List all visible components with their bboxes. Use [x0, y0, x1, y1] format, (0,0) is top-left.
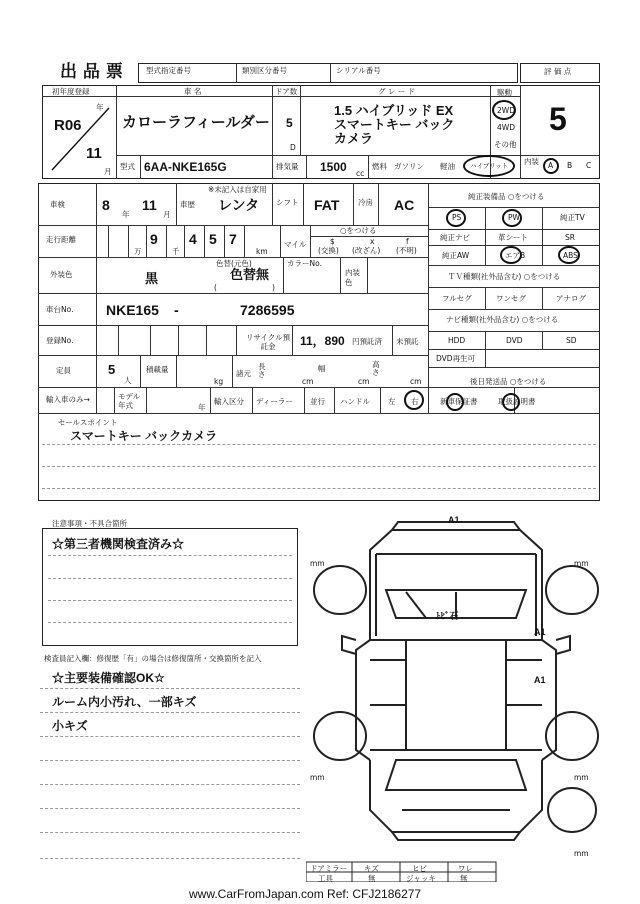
header-code-row — [138, 63, 518, 83]
history-label: 車歴 — [180, 200, 195, 209]
model-code-label: 型式指定番号 — [146, 66, 191, 75]
watermark-text: www.CarFromJapan.com Ref: CFJ2186277 — [186, 888, 424, 900]
equip-aircon-circle — [500, 246, 522, 264]
mileage-swap-symbol: $ — [330, 237, 335, 246]
equip-abs-circle — [558, 246, 580, 264]
drive-2wd-circle — [492, 100, 516, 120]
mileage-swap: (交換) — [318, 246, 339, 255]
interior-color-label: 内装色 — [345, 268, 360, 287]
model-year-label: モデル年式 — [118, 392, 141, 410]
inspection-month: 11 — [142, 197, 157, 213]
month-unit: 月 — [104, 167, 112, 176]
color-code-label: カラーNo. — [287, 259, 322, 268]
score-value: 5 — [549, 101, 567, 137]
recycle-unit: 円預託済 — [352, 337, 382, 346]
later-warranty-circle — [446, 393, 464, 411]
sales-point-label: セールスポイント — [58, 418, 118, 427]
inspector-line2: ルーム内小汚れ、一部キズ — [52, 695, 197, 709]
car-damage-diagram — [306, 510, 606, 882]
legend-crack: ヒビ — [412, 864, 427, 873]
recycle-unpaid: 未預託 — [396, 337, 419, 346]
dims-length-unit: cm — [302, 377, 314, 386]
chassis-prefix: NKE165 — [106, 302, 159, 318]
mileage-digit-1: 9 — [150, 231, 158, 247]
interior-a: A — [548, 161, 554, 170]
serial-label: シリアル番号 — [336, 66, 381, 75]
grade-line1: 1.5 ハイブリッド EX — [334, 103, 454, 118]
equip-aircon: エアB — [505, 251, 526, 260]
inspector-line3: 小キズ — [52, 719, 88, 733]
load-unit: kg — [214, 377, 224, 386]
mileage-unknown: (不明) — [396, 246, 417, 255]
mileage-mile: マイル — [284, 240, 307, 249]
dims-length: 長さ — [258, 362, 266, 380]
equip-aw: 純正AW — [442, 251, 470, 260]
fuel-hybrid: ハイブリット — [470, 162, 509, 170]
capacity-unit: 人 — [124, 376, 132, 385]
navi-sd: SD — [566, 336, 577, 345]
color-paren-close: ) — [272, 283, 275, 292]
dims-width: 幅 — [318, 364, 326, 373]
color-change-label: 色替(元色) — [216, 259, 252, 268]
mileage-man: 万 — [134, 247, 142, 256]
tv-oneseg: ワンセグ — [496, 294, 526, 303]
color-value: 黒 — [145, 271, 159, 286]
tv-analog: アナログ — [556, 294, 586, 303]
notes-label: 注意事項・不具合箇所 — [52, 519, 127, 528]
drive-other: その他 — [494, 140, 517, 149]
chassis-label: 車台No. — [46, 305, 74, 314]
equip-leather: 革シート — [498, 233, 528, 242]
car-name-value: カローラフィールダー — [122, 114, 270, 131]
diagram-mm-5: mm — [574, 849, 589, 858]
model-year-unit: 年 — [198, 403, 206, 412]
mileage-km: km — [256, 247, 268, 256]
drive-2wd: 2WD — [497, 106, 515, 115]
load-label: 積載量 — [146, 365, 169, 374]
import-dealer: ディーラー — [256, 397, 293, 406]
cooler-value: AC — [394, 197, 415, 213]
recycle-label: リサイクル預託金 — [246, 333, 290, 351]
inspector-line1: ☆主要装備確認OK☆ — [52, 671, 165, 685]
diagram-mm-4: mm — [574, 773, 589, 782]
equip-navi: 純正ナビ — [440, 233, 470, 242]
navi-dvd-play: DVD再生可 — [436, 354, 476, 363]
handle-right-circle — [404, 390, 424, 410]
first-reg-month: 11 — [86, 145, 102, 162]
diagram-a1-right2: A1 — [534, 675, 546, 685]
doors-unit: D — [290, 143, 296, 152]
diagram-hood-note: ﾄﾋﾞ石 — [436, 611, 459, 621]
diagram-mm-1: mm — [310, 559, 325, 568]
navi-dvd: DVD — [506, 336, 523, 345]
later-title: 後日発送品 ○をつける — [470, 377, 547, 386]
mileage-digit-4: 7 — [229, 231, 237, 247]
equip-pw: PW — [508, 213, 520, 222]
history-note: ※未記入は自家用 — [208, 185, 267, 194]
fuel-hybrid-circle — [463, 155, 515, 177]
inspection-label: 車検 — [50, 200, 65, 209]
tv-type-title: ＴＶ種類(社外品含む) ○をつける — [448, 272, 561, 281]
handle-right: 右 — [411, 397, 419, 406]
fuel-diesel: 軽油 — [440, 162, 455, 171]
navi-type-title: ナビ種類(社外品含む) ○をつける — [446, 315, 559, 324]
model-label: 型式 — [120, 162, 135, 171]
equip-tv: 純正TV — [560, 213, 585, 222]
diagram-mm-2: mm — [574, 559, 589, 568]
mileage-unknown-symbol: f — [406, 237, 409, 246]
tv-fullseg: フルセグ — [442, 294, 472, 303]
grade-line3: カメラ — [334, 131, 374, 146]
legend-jack: ジャッキ — [406, 874, 436, 883]
year-unit: 年 — [96, 103, 104, 112]
dims-width-unit: cm — [358, 377, 370, 386]
later-manual-circle — [502, 393, 520, 411]
registration-label: 登録No. — [46, 336, 74, 345]
mileage-sen: 千 — [172, 247, 180, 256]
cooler-label: 冷房 — [358, 198, 373, 207]
page-title: 出 品 票 — [60, 62, 123, 82]
car-name-label: 車 名 — [184, 87, 202, 96]
chassis-number: 7286595 — [240, 302, 295, 318]
capacity-value: 5 — [108, 362, 116, 377]
diagram-a1-top: A1 — [448, 515, 460, 525]
color-paren-open: ( — [214, 283, 217, 292]
recycle-amount: 11，890 — [300, 334, 345, 348]
fuel-label: 燃料 — [372, 162, 387, 171]
history-value: レンタ — [218, 197, 260, 213]
inspector-label: 検査員記入欄：修復歴「有」の場合は修復箇所・交換箇所を記入 — [44, 654, 262, 663]
mileage-mark-note: ○をつける — [340, 226, 377, 235]
legend-dent: ワレ — [458, 864, 473, 873]
capacity-label: 定員 — [56, 366, 71, 375]
import-parallel: 並行 — [310, 397, 325, 406]
diagram-a1-right1: A1 — [534, 627, 546, 637]
grade-line2: スマートキー バック — [334, 117, 455, 132]
doors-value: 5 — [286, 116, 293, 130]
mileage-digit-3: 5 — [209, 231, 217, 247]
handle-label: ハンドル — [340, 397, 370, 406]
dims-label: 諸元 — [236, 369, 251, 378]
displacement-label: 排気量 — [276, 162, 299, 171]
score-label: 評 価 点 — [544, 67, 572, 76]
equipment-title: 純正装備品 ○をつける — [468, 192, 545, 201]
displacement-unit: cc — [356, 169, 365, 178]
equip-ps-circle — [446, 209, 466, 227]
mileage-label: 走行距離 — [46, 235, 76, 244]
interior-b: B — [567, 161, 573, 170]
chassis-dash: - — [174, 302, 179, 318]
dims-height: 高さ — [372, 360, 380, 378]
inspection-year-unit: 年 — [122, 210, 130, 219]
drive-label: 駆動 — [497, 88, 512, 97]
inspection-month-unit: 月 — [163, 210, 171, 219]
shift-label: シフト — [276, 198, 299, 207]
color-change-value: 色替無 — [230, 267, 270, 282]
legend-scratch: キズ — [364, 864, 379, 873]
equip-sr: SR — [565, 233, 575, 242]
doors-label: ドア数 — [275, 87, 298, 96]
color-label: 外装色 — [50, 270, 73, 279]
mileage-digit-2: 4 — [189, 231, 197, 247]
navi-hdd: HDD — [448, 336, 466, 345]
mileage-tamper: (改ざん) — [352, 246, 381, 255]
first-reg-year: R06 — [54, 117, 82, 134]
displacement-value: 1500 — [320, 160, 347, 174]
shift-value: FAT — [314, 197, 340, 213]
later-warranty: 新車保証書 — [440, 397, 478, 406]
legend-tool: 工具 — [318, 874, 333, 883]
legend-door-mirror: ドアミラー — [310, 864, 348, 873]
notes-text: ☆第三者機関検査済み☆ — [52, 537, 185, 551]
model-value: 6AA-NKE165G — [144, 160, 227, 174]
interior-label: 内装 — [524, 157, 539, 166]
drive-4wd: 4WD — [497, 123, 515, 132]
class-code-label: 類別区分番号 — [242, 66, 287, 75]
import-label: 輸入車のみ→ — [46, 395, 90, 404]
equip-pw-circle — [502, 209, 522, 227]
legend-tool-value: 無 — [368, 874, 376, 883]
import-class-label: 輸入区分 — [214, 397, 244, 406]
fuel-gasoline: ガソリン — [394, 162, 424, 171]
dims-height-unit: cm — [410, 377, 422, 386]
equip-abs: ABS — [563, 251, 578, 260]
diagram-mm-3: mm — [310, 773, 325, 782]
later-manual: 取扱説明書 — [498, 397, 536, 406]
inspection-year: 8 — [102, 197, 110, 213]
sales-point-text: スマートキー バックカメラ — [70, 429, 218, 443]
mileage-tamper-symbol: x — [370, 237, 375, 246]
first-reg-label: 初年度登録 — [52, 87, 90, 96]
interior-c: C — [586, 161, 592, 170]
grade-header: グ レ ー ド — [378, 87, 416, 96]
handle-left: 左 — [388, 397, 396, 406]
legend-jack-value: 無 — [460, 874, 468, 883]
equip-ps: PS — [452, 213, 462, 222]
